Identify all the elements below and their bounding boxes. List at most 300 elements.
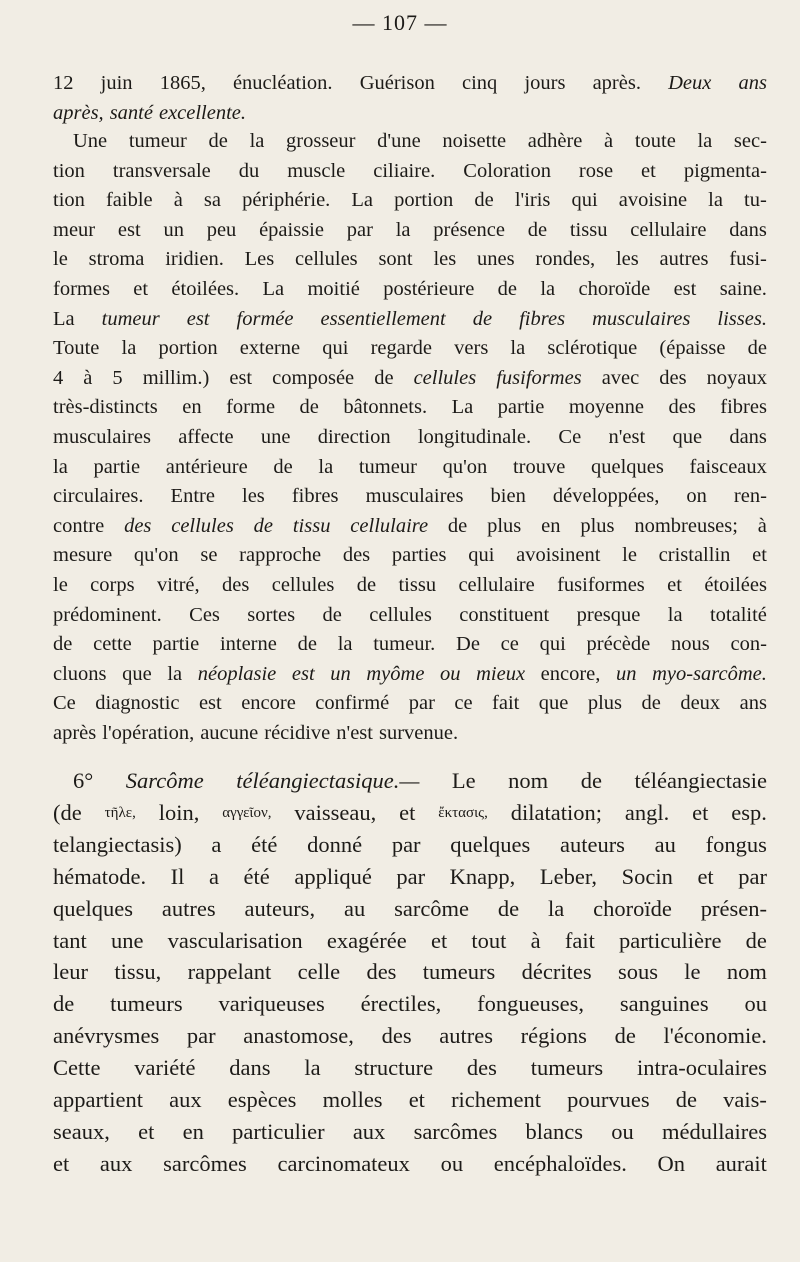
word: est	[186, 307, 210, 330]
word: leur	[53, 959, 88, 985]
word: l'iris	[514, 189, 551, 212]
word: Sarcôme	[125, 768, 204, 793]
paragraph2-line	[53, 511, 767, 541]
word: de	[322, 603, 342, 626]
word: circulaires.	[53, 485, 144, 508]
paragraph2-line	[53, 363, 767, 393]
word: confirmé	[315, 692, 390, 715]
paragraph2-line	[53, 422, 767, 452]
word: la	[708, 189, 723, 212]
word: la	[667, 603, 683, 626]
word: bien	[490, 485, 526, 508]
word: exagérée	[326, 927, 407, 953]
word: est	[673, 278, 697, 300]
word: la	[540, 278, 556, 300]
section6-line	[53, 892, 767, 926]
word: les	[615, 248, 639, 271]
word: par	[391, 831, 421, 857]
word: encore,	[540, 662, 601, 685]
word: prédominent.	[53, 603, 162, 626]
word: fait	[564, 927, 595, 953]
word: des	[659, 366, 687, 389]
word: 5	[112, 366, 123, 389]
word: tumeurs	[530, 1055, 604, 1081]
word: 12	[53, 72, 74, 94]
word: de	[447, 514, 468, 537]
word: unes	[477, 248, 515, 271]
word: (épaisse	[659, 337, 726, 360]
word: la	[318, 455, 334, 478]
word: variqueuses	[218, 991, 325, 1017]
word: quelques	[590, 455, 664, 478]
word: tissu	[398, 574, 437, 596]
word: de	[253, 514, 274, 537]
word: partie	[497, 396, 545, 419]
word: vers	[454, 337, 489, 360]
word: la	[337, 633, 353, 656]
word: saine.	[719, 278, 767, 300]
word: cette	[93, 633, 132, 656]
word: sclérotique	[547, 337, 638, 360]
word: particulier	[232, 1118, 325, 1144]
word: a	[211, 831, 222, 857]
word: autres	[659, 248, 709, 271]
word: 1865,	[159, 72, 206, 94]
word: quelques	[450, 831, 531, 857]
page-number: — 107 —	[352, 10, 448, 35]
word: nous	[671, 633, 710, 656]
word: et	[430, 927, 448, 953]
word: musculaires	[53, 426, 151, 448]
word: les	[242, 485, 265, 508]
paragraph2-line	[73, 126, 767, 156]
word: 6°	[73, 768, 94, 793]
word: à	[83, 366, 93, 389]
word: espèces	[227, 1087, 297, 1112]
word: décrites	[521, 959, 592, 985]
word: affecte	[178, 426, 234, 448]
word: tumeur.	[373, 633, 436, 656]
word: millim.)	[142, 366, 210, 389]
word: portion	[394, 189, 454, 212]
word: hématode.	[53, 863, 147, 889]
word: qu'on	[133, 544, 179, 567]
word: par	[186, 1023, 216, 1049]
word: été	[243, 863, 270, 889]
word: de	[53, 991, 75, 1017]
word: Knapp,	[449, 863, 516, 889]
word: fibres	[291, 485, 339, 508]
word: appliqué	[294, 863, 372, 889]
word: par	[408, 692, 435, 715]
word: et	[133, 278, 149, 300]
word: est	[229, 366, 253, 389]
word: de	[297, 633, 317, 656]
word: aucune	[200, 722, 259, 744]
section6-line	[53, 1019, 767, 1053]
word: la	[510, 337, 526, 360]
word: aux	[169, 1087, 202, 1112]
word: externe	[239, 337, 301, 360]
word: le	[53, 574, 68, 596]
word: de	[356, 574, 377, 596]
word: après.	[592, 72, 641, 94]
word: richement	[451, 1087, 542, 1112]
word: sanguines	[619, 991, 709, 1017]
word: cinq	[462, 72, 498, 94]
paragraph2-line	[53, 304, 767, 334]
word: ren-	[733, 485, 767, 508]
paragraph1-line	[53, 98, 767, 128]
word: un	[330, 662, 351, 685]
word: et	[399, 799, 416, 825]
word: en	[182, 1118, 204, 1144]
word: la	[395, 218, 411, 241]
word: des	[366, 959, 397, 985]
word: récidive	[264, 722, 331, 744]
word: diagnostic	[95, 692, 180, 715]
word: cellulaire	[458, 574, 535, 596]
word: aux	[352, 1118, 386, 1144]
word: la	[697, 130, 713, 152]
word: angl.	[624, 799, 670, 825]
word: vaisseau,	[294, 799, 377, 825]
word: de	[53, 633, 73, 656]
word: de	[208, 130, 228, 152]
word: structure	[354, 1055, 434, 1081]
word: con-	[730, 633, 767, 656]
word: la	[548, 895, 565, 921]
paragraph2-line	[53, 629, 767, 659]
word: nombreuses;	[634, 514, 738, 537]
word: autres	[439, 1023, 493, 1049]
word: tissu,	[114, 959, 162, 985]
word: et	[692, 799, 709, 825]
word: santé	[109, 101, 153, 124]
word: totalité	[709, 603, 767, 626]
section6-line	[53, 955, 767, 989]
word: érectiles,	[360, 991, 442, 1017]
word: vascularisation	[167, 927, 303, 953]
word: sarcômes	[413, 1118, 498, 1144]
word: Cette	[53, 1055, 101, 1081]
word: précède	[586, 633, 651, 656]
word: deux	[680, 692, 721, 715]
word: cristallin	[658, 544, 731, 567]
word: la	[121, 337, 137, 360]
word: des	[222, 574, 250, 596]
word: le	[53, 248, 68, 271]
word: pourvues	[567, 1087, 650, 1112]
word: le	[622, 544, 637, 567]
word: plus	[587, 692, 623, 715]
word: fusiformes	[496, 366, 582, 389]
word: dans	[729, 426, 767, 448]
word: n'est	[336, 722, 373, 744]
word: au	[343, 895, 366, 921]
word: et	[752, 544, 767, 567]
word: Une	[73, 130, 108, 152]
word: est	[117, 218, 141, 241]
word: auteurs,	[244, 895, 316, 921]
word: Ce	[53, 692, 76, 715]
word: blancs	[525, 1118, 584, 1144]
word: téléangiectasique.—	[236, 768, 420, 793]
word: grosseur	[286, 130, 356, 152]
word: de	[641, 692, 661, 715]
word: vitré,	[156, 574, 200, 596]
word: fongus	[705, 831, 767, 857]
word: cellules	[295, 248, 358, 271]
word: au	[654, 831, 676, 857]
word: mieux	[476, 662, 526, 685]
word: de	[472, 307, 493, 330]
word: donné	[307, 831, 363, 857]
word: constituent	[459, 603, 550, 626]
word: La	[351, 189, 373, 212]
paragraph2-line	[53, 570, 767, 600]
word: de	[474, 189, 494, 212]
section6-line	[53, 1115, 767, 1149]
paragraph2-line	[53, 540, 767, 570]
word: de	[580, 768, 602, 793]
word: cellules	[369, 603, 432, 626]
word: moitié	[307, 278, 360, 300]
word: choroïde	[593, 895, 672, 921]
word: corps	[90, 574, 135, 596]
word: Il	[170, 863, 185, 889]
word: est	[198, 692, 222, 715]
section6-line	[53, 796, 767, 830]
word: et	[641, 159, 656, 182]
word: dans	[229, 1055, 271, 1081]
word: rose	[578, 159, 614, 182]
word: de	[675, 1087, 698, 1112]
word: fibres	[720, 396, 767, 419]
word: n'est	[608, 426, 646, 448]
word: contre	[53, 514, 105, 537]
word: sarcômes	[163, 1150, 247, 1176]
word: des	[342, 544, 371, 567]
word: avec	[601, 366, 640, 389]
word: De	[456, 633, 480, 656]
word: quelques	[53, 895, 133, 921]
word: un	[163, 218, 184, 241]
section6-line	[53, 1147, 767, 1181]
word: les	[433, 248, 457, 271]
word: ans	[739, 692, 767, 715]
word: partie	[93, 455, 141, 478]
word: rondes,	[535, 248, 596, 271]
word: parties	[391, 544, 447, 567]
word: forme	[226, 396, 276, 419]
word: presque	[576, 603, 641, 626]
word: par	[738, 863, 767, 889]
word: médullaires	[662, 1118, 767, 1144]
word: formée	[236, 307, 294, 330]
word: ce	[500, 633, 519, 656]
word: sec-	[733, 130, 767, 152]
word: τῆλε,	[104, 804, 136, 821]
word: tumeur	[128, 130, 187, 152]
word: cellules	[271, 574, 335, 596]
word: des	[466, 1055, 497, 1081]
section6-line	[53, 860, 767, 894]
word: qu'on	[442, 455, 488, 478]
word: myôme	[366, 662, 425, 685]
word: longitudinale.	[417, 426, 532, 448]
word: l'opération,	[102, 722, 195, 744]
word: tion	[53, 189, 85, 212]
word: auteurs	[559, 831, 625, 857]
word: on	[686, 485, 707, 508]
word: à	[530, 927, 541, 953]
word: énucléation.	[232, 72, 333, 94]
word: portion	[158, 337, 218, 360]
word: anévrysmes	[53, 1023, 160, 1049]
word: tion	[53, 159, 85, 182]
word: moyenne	[568, 396, 644, 419]
section6-line	[73, 764, 767, 798]
word: à	[173, 189, 183, 212]
word: en	[541, 514, 561, 537]
word: composée	[272, 366, 355, 389]
word: faible	[105, 189, 153, 212]
word: myo-sarcôme.	[652, 662, 767, 685]
word: noyaux	[706, 366, 767, 389]
word: aux	[99, 1150, 133, 1176]
word: fibres	[519, 307, 566, 330]
word: intra-oculaires	[637, 1055, 767, 1081]
word: qui	[539, 633, 566, 656]
word: a	[208, 863, 219, 889]
word: d'une	[377, 130, 421, 152]
word: étoilées.	[171, 278, 240, 300]
word: anastomose,	[243, 1023, 354, 1049]
word: par	[396, 863, 426, 889]
word: épaissie	[259, 218, 324, 241]
word: à	[604, 130, 614, 152]
word: qui	[571, 189, 598, 212]
word: carcinomateux	[277, 1150, 410, 1176]
section6-line	[53, 924, 767, 958]
word: tumeurs	[110, 991, 183, 1017]
word: La	[53, 307, 75, 330]
word: des	[124, 514, 152, 537]
word: noisette	[442, 130, 507, 152]
word: de	[299, 396, 319, 419]
word: meur	[53, 218, 96, 241]
word: un	[616, 662, 637, 685]
word: adhère	[527, 130, 583, 152]
paragraph1-line	[53, 68, 767, 98]
word: jours	[524, 72, 566, 94]
word: Entre	[170, 485, 215, 508]
word: antérieure	[165, 455, 248, 478]
paragraph2-line	[53, 392, 767, 422]
word: plus	[580, 514, 615, 537]
word: encore	[241, 692, 296, 715]
word: loin,	[158, 799, 200, 825]
word: avoisine	[618, 189, 688, 212]
word: autres	[161, 895, 216, 921]
word: postérieure	[383, 278, 475, 300]
paragraph2-line	[53, 718, 767, 748]
word: à	[757, 514, 767, 537]
paragraph2-line	[53, 244, 767, 274]
word: seaux,	[53, 1118, 110, 1144]
word: et	[408, 1087, 425, 1112]
word: excellente.	[158, 101, 247, 124]
section6-line	[53, 987, 767, 1021]
word: étoilées	[704, 574, 767, 596]
word: nom	[726, 959, 767, 985]
word: de	[527, 218, 548, 241]
word: la	[167, 662, 183, 685]
word: présence	[433, 218, 505, 241]
word: des	[668, 396, 696, 419]
word: de	[497, 278, 517, 300]
word: direction	[317, 426, 391, 448]
word: fusi-	[729, 248, 767, 271]
word: iridien.	[165, 248, 224, 271]
word: survenue.	[378, 722, 459, 744]
word: encéphaloïdes.	[493, 1150, 627, 1176]
word: Le	[451, 768, 476, 793]
word: que	[672, 426, 703, 448]
word: néoplasie	[197, 662, 277, 685]
word: musculaires	[592, 307, 691, 330]
word: appartient	[53, 1087, 143, 1112]
word: rapproche	[239, 544, 322, 567]
word: transversale	[112, 159, 211, 182]
paragraph2-line	[53, 274, 767, 304]
word: périphérie.	[242, 189, 331, 212]
word: en	[182, 396, 202, 419]
word: que	[122, 662, 152, 685]
word: cellulaire	[630, 218, 707, 241]
word: molles	[322, 1087, 383, 1112]
word: plus	[487, 514, 522, 537]
word: tu-	[744, 189, 767, 212]
word: et	[53, 1150, 70, 1176]
word: des	[381, 1023, 412, 1049]
word: régions	[520, 1023, 587, 1049]
word: été	[251, 831, 278, 857]
word: sortes	[247, 603, 296, 626]
paragraph2-line	[53, 215, 767, 245]
section6-line	[53, 1083, 767, 1117]
word: qui	[322, 337, 349, 360]
word: tant	[53, 927, 87, 953]
word: ἔκτασις,	[438, 804, 488, 821]
word: de	[747, 337, 767, 360]
word: ou	[440, 1150, 464, 1176]
word: sa	[203, 189, 221, 212]
word: et	[697, 863, 714, 889]
word: la	[53, 455, 68, 478]
paragraph2-line	[53, 659, 767, 689]
word: ou	[440, 662, 461, 685]
word: développées,	[552, 485, 660, 508]
word: l'économie.	[663, 1023, 767, 1049]
word: faisceaux	[689, 455, 767, 478]
paragraph2-line	[53, 600, 767, 630]
word: vais-	[723, 1087, 767, 1112]
word: muscle	[287, 159, 346, 182]
word: de	[374, 366, 394, 389]
section6-line	[53, 1051, 767, 1085]
